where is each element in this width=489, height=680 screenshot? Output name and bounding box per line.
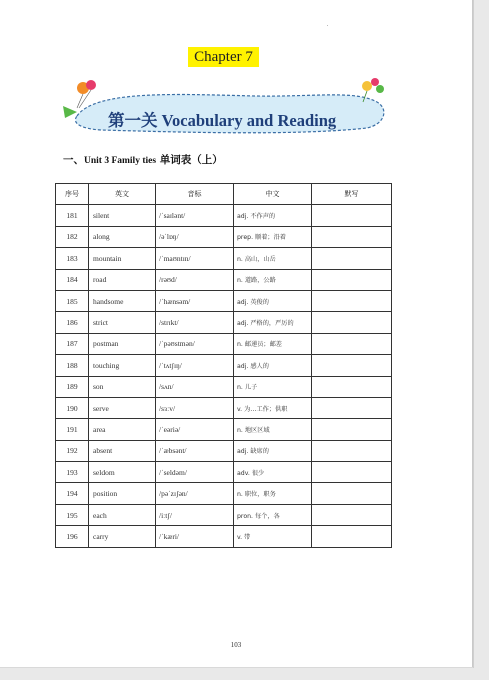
word-number: 183 — [56, 248, 89, 269]
section-heading — [63, 152, 223, 167]
dictation-cell[interactable] — [312, 269, 392, 290]
table-row — [56, 333, 392, 354]
word-english: strict — [89, 312, 156, 333]
word-english: mountain — [89, 248, 156, 269]
dictation-cell[interactable] — [312, 462, 392, 483]
dictation-cell[interactable] — [312, 419, 392, 440]
word-english: son — [89, 376, 156, 397]
word-phonetic: /iːtʃ/ — [156, 504, 234, 525]
page-gap — [0, 668, 474, 680]
word-phonetic: /rəʊd/ — [156, 269, 234, 290]
chapter-heading: Chapter 7 — [188, 47, 259, 67]
word-number: 189 — [56, 376, 89, 397]
header-number: 序号 — [56, 184, 89, 205]
dictation-cell[interactable] — [312, 397, 392, 418]
word-phonetic: /ˈtʌtʃɪŋ/ — [156, 355, 234, 376]
word-meaning: v. 为…工作；供职 — [234, 397, 312, 418]
word-phonetic: /ˈhænsəm/ — [156, 290, 234, 311]
word-number: 194 — [56, 483, 89, 504]
vertical-scrollbar[interactable] — [473, 0, 489, 680]
word-number: 185 — [56, 290, 89, 311]
header-phonetic: 音标 — [156, 184, 234, 205]
dictation-cell[interactable] — [312, 333, 392, 354]
word-meaning: n. 高山，山岳 — [234, 248, 312, 269]
section-title-cn: 单词表（上） — [156, 154, 223, 166]
word-number: 187 — [56, 333, 89, 354]
word-english: road — [89, 269, 156, 290]
banner-title: 第一关 Vocabulary and Reading — [108, 111, 337, 130]
table-row — [56, 226, 392, 247]
dictation-cell[interactable] — [312, 355, 392, 376]
dictation-cell[interactable] — [312, 504, 392, 525]
word-english: absent — [89, 440, 156, 461]
word-phonetic: /ˈkæri/ — [156, 526, 234, 547]
word-meaning: n. 地区区域 — [234, 419, 312, 440]
dictation-cell[interactable] — [312, 526, 392, 547]
table-row — [56, 397, 392, 418]
word-phonetic: /ˈseldəm/ — [156, 462, 234, 483]
word-number: 188 — [56, 355, 89, 376]
word-number: 186 — [56, 312, 89, 333]
word-phonetic: /ˈpəʊstmən/ — [156, 333, 234, 354]
word-english: silent — [89, 205, 156, 226]
word-number: 193 — [56, 462, 89, 483]
word-phonetic: /ˈeəriə/ — [156, 419, 234, 440]
table-row — [56, 355, 392, 376]
dictation-cell[interactable] — [312, 290, 392, 311]
table-row — [56, 483, 392, 504]
table-row — [56, 440, 392, 461]
word-english: seldom — [89, 462, 156, 483]
dictation-cell[interactable] — [312, 312, 392, 333]
word-english: carry — [89, 526, 156, 547]
word-english: postman — [89, 333, 156, 354]
word-phonetic: /ˈmaʊntɪn/ — [156, 248, 234, 269]
word-phonetic: /pəˈzɪʃən/ — [156, 483, 234, 504]
table-row — [56, 312, 392, 333]
header-chinese: 中文 — [234, 184, 312, 205]
dictation-cell[interactable] — [312, 248, 392, 269]
page-number: 103 — [230, 641, 242, 649]
word-meaning: n. 道路，公路 — [234, 269, 312, 290]
word-meaning: adj. 不作声的 — [234, 205, 312, 226]
speck-mark — [327, 25, 328, 26]
word-meaning: adv. 很少 — [234, 462, 312, 483]
table-header-row — [56, 184, 392, 205]
word-number: 182 — [56, 226, 89, 247]
word-number: 192 — [56, 440, 89, 461]
word-english: serve — [89, 397, 156, 418]
header-english: 英文 — [89, 184, 156, 205]
table-row — [56, 248, 392, 269]
word-english: position — [89, 483, 156, 504]
word-number: 190 — [56, 397, 89, 418]
word-meaning: prep. 顺着；沿着 — [234, 226, 312, 247]
table-row — [56, 462, 392, 483]
word-meaning: adj. 感人的 — [234, 355, 312, 376]
word-english: touching — [89, 355, 156, 376]
word-english: each — [89, 504, 156, 525]
word-meaning: adj. 严格的，严厉的 — [234, 312, 312, 333]
word-meaning: adj. 英俊的 — [234, 290, 312, 311]
header-dictation: 默写 — [312, 184, 392, 205]
word-number: 191 — [56, 419, 89, 440]
word-number: 195 — [56, 504, 89, 525]
vocabulary-table — [55, 183, 392, 548]
table-row — [56, 205, 392, 226]
word-meaning: adj. 缺席的 — [234, 440, 312, 461]
table-row — [56, 504, 392, 525]
word-english: along — [89, 226, 156, 247]
word-meaning: pron. 每个，各 — [234, 504, 312, 525]
word-meaning: n. 职位，职务 — [234, 483, 312, 504]
word-phonetic: /ˈsaɪlənt/ — [156, 205, 234, 226]
word-meaning: n. 儿子 — [234, 376, 312, 397]
word-english: handsome — [89, 290, 156, 311]
dictation-cell[interactable] — [312, 440, 392, 461]
table-row — [56, 526, 392, 547]
word-number: 184 — [56, 269, 89, 290]
table-row — [56, 269, 392, 290]
dictation-cell[interactable] — [312, 226, 392, 247]
word-meaning: v. 带 — [234, 526, 312, 547]
table-row — [56, 290, 392, 311]
section-prefix: 一、 — [63, 154, 84, 166]
leaf-icon — [63, 106, 77, 118]
dictation-cell[interactable] — [312, 376, 392, 397]
word-phonetic: /strɪkt/ — [156, 312, 234, 333]
dictation-cell[interactable] — [312, 483, 392, 504]
table-row — [56, 376, 392, 397]
word-number: 196 — [56, 526, 89, 547]
word-phonetic: /ˈæbsənt/ — [156, 440, 234, 461]
word-number: 181 — [56, 205, 89, 226]
word-phonetic: /sɜːv/ — [156, 397, 234, 418]
word-meaning: n. 邮递员；邮差 — [234, 333, 312, 354]
dictation-cell[interactable] — [312, 205, 392, 226]
table-row — [56, 419, 392, 440]
section-title-en: Unit 3 Family ties — [84, 156, 157, 166]
word-phonetic: /sʌn/ — [156, 376, 234, 397]
word-english: area — [89, 419, 156, 440]
word-phonetic: /əˈlɒŋ/ — [156, 226, 234, 247]
